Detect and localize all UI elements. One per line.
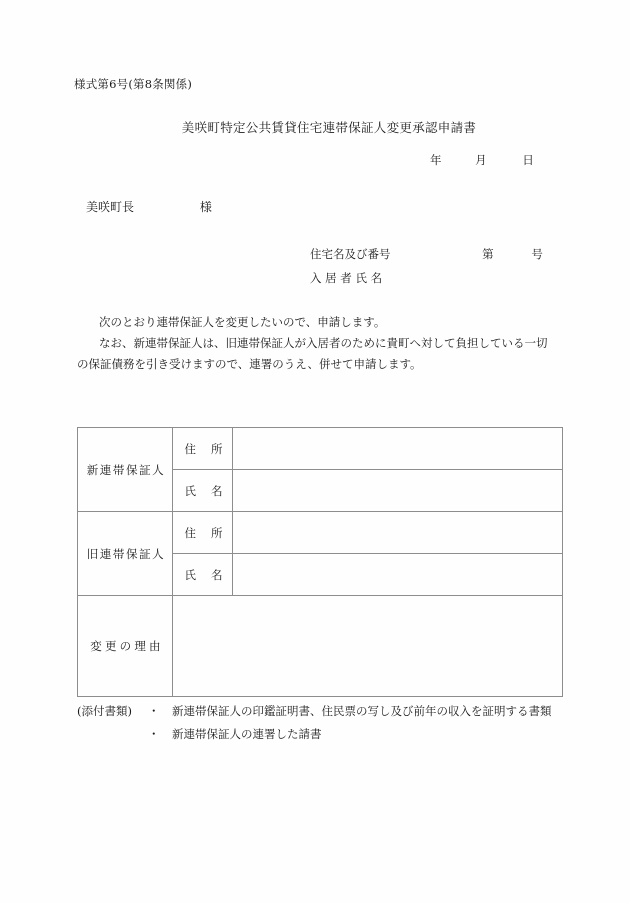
field-value-new-address[interactable] (233, 428, 563, 470)
field-label-char-2: 名 (211, 567, 223, 582)
field-value-new-name[interactable] (233, 470, 563, 512)
guarantor-table (77, 427, 563, 697)
field-label-char-1: 住 (184, 441, 196, 456)
field-label-new-address (173, 428, 233, 470)
field-value-old-address[interactable] (233, 512, 563, 554)
field-label-old-name (173, 554, 233, 596)
addressee-honorific: 様 (199, 200, 212, 214)
reason-value[interactable] (173, 596, 563, 697)
page-title: 美咲町特定公共賃貸住宅連帯保証人変更承認申請書 (181, 120, 477, 135)
table-row (78, 512, 563, 554)
resident-name-row (310, 266, 543, 290)
body-paragraph-2-line-2: の保証債務を引き受けますので、連署のうえ、併せて申請します。 (77, 357, 422, 371)
party-label-new: 新連帯保証人 (78, 428, 173, 512)
party-label-old: 旧連帯保証人 (78, 512, 173, 596)
attachment-item-text: 新連帯保証人の印鑑証明書、住民票の写し及び前年の収入を証明する書類 (172, 704, 552, 718)
field-label-char-1: 氏 (184, 483, 196, 498)
field-label-new-name (173, 470, 233, 512)
field-label-char-1: 住 (184, 525, 196, 540)
resident-name-label: 入 居 者 氏 名 (310, 271, 383, 285)
addressee (86, 198, 212, 215)
field-value-old-name[interactable] (233, 554, 563, 596)
house-name-row (310, 242, 543, 266)
body-paragraph-2-line-1: なお、新連帯保証人は、旧連帯保証人が入居者のために貴町へ対して負担している一切 (99, 336, 548, 350)
field-label-char-2: 所 (211, 441, 223, 456)
list-item (77, 700, 552, 723)
table-row (78, 428, 563, 470)
date-month-label: 月 (475, 153, 487, 167)
field-label-char-1: 氏 (184, 567, 196, 582)
applicant-block (310, 242, 543, 290)
attachments-heading: (添付書類) (77, 704, 132, 718)
date-year-label: 年 (430, 153, 442, 167)
bullet-icon: ・ (148, 704, 160, 718)
form-number: 様式第6号(第8条関係) (74, 77, 193, 91)
list-item (77, 723, 552, 746)
body-paragraph-1: 次のとおり連帯保証人を変更したいので、申請します。 (99, 315, 386, 329)
date-line (430, 152, 534, 168)
attachment-item-text: 新連帯保証人の連署した請書 (172, 727, 322, 741)
house-name-label: 住宅名及び番号 (310, 247, 391, 261)
bullet-icon: ・ (148, 727, 160, 741)
house-number-suffix: 号 (531, 247, 543, 261)
body-text (77, 312, 555, 375)
table-row (78, 596, 563, 697)
addressee-name: 美咲町長 (86, 200, 135, 214)
attachments-section (77, 700, 552, 746)
field-label-char-2: 所 (211, 525, 223, 540)
field-label-old-address (173, 512, 233, 554)
date-day-label: 日 (522, 153, 534, 167)
reason-label: 変更の理由 (78, 596, 173, 697)
house-number-prefix: 第 (482, 247, 494, 261)
field-label-char-2: 名 (211, 483, 223, 498)
